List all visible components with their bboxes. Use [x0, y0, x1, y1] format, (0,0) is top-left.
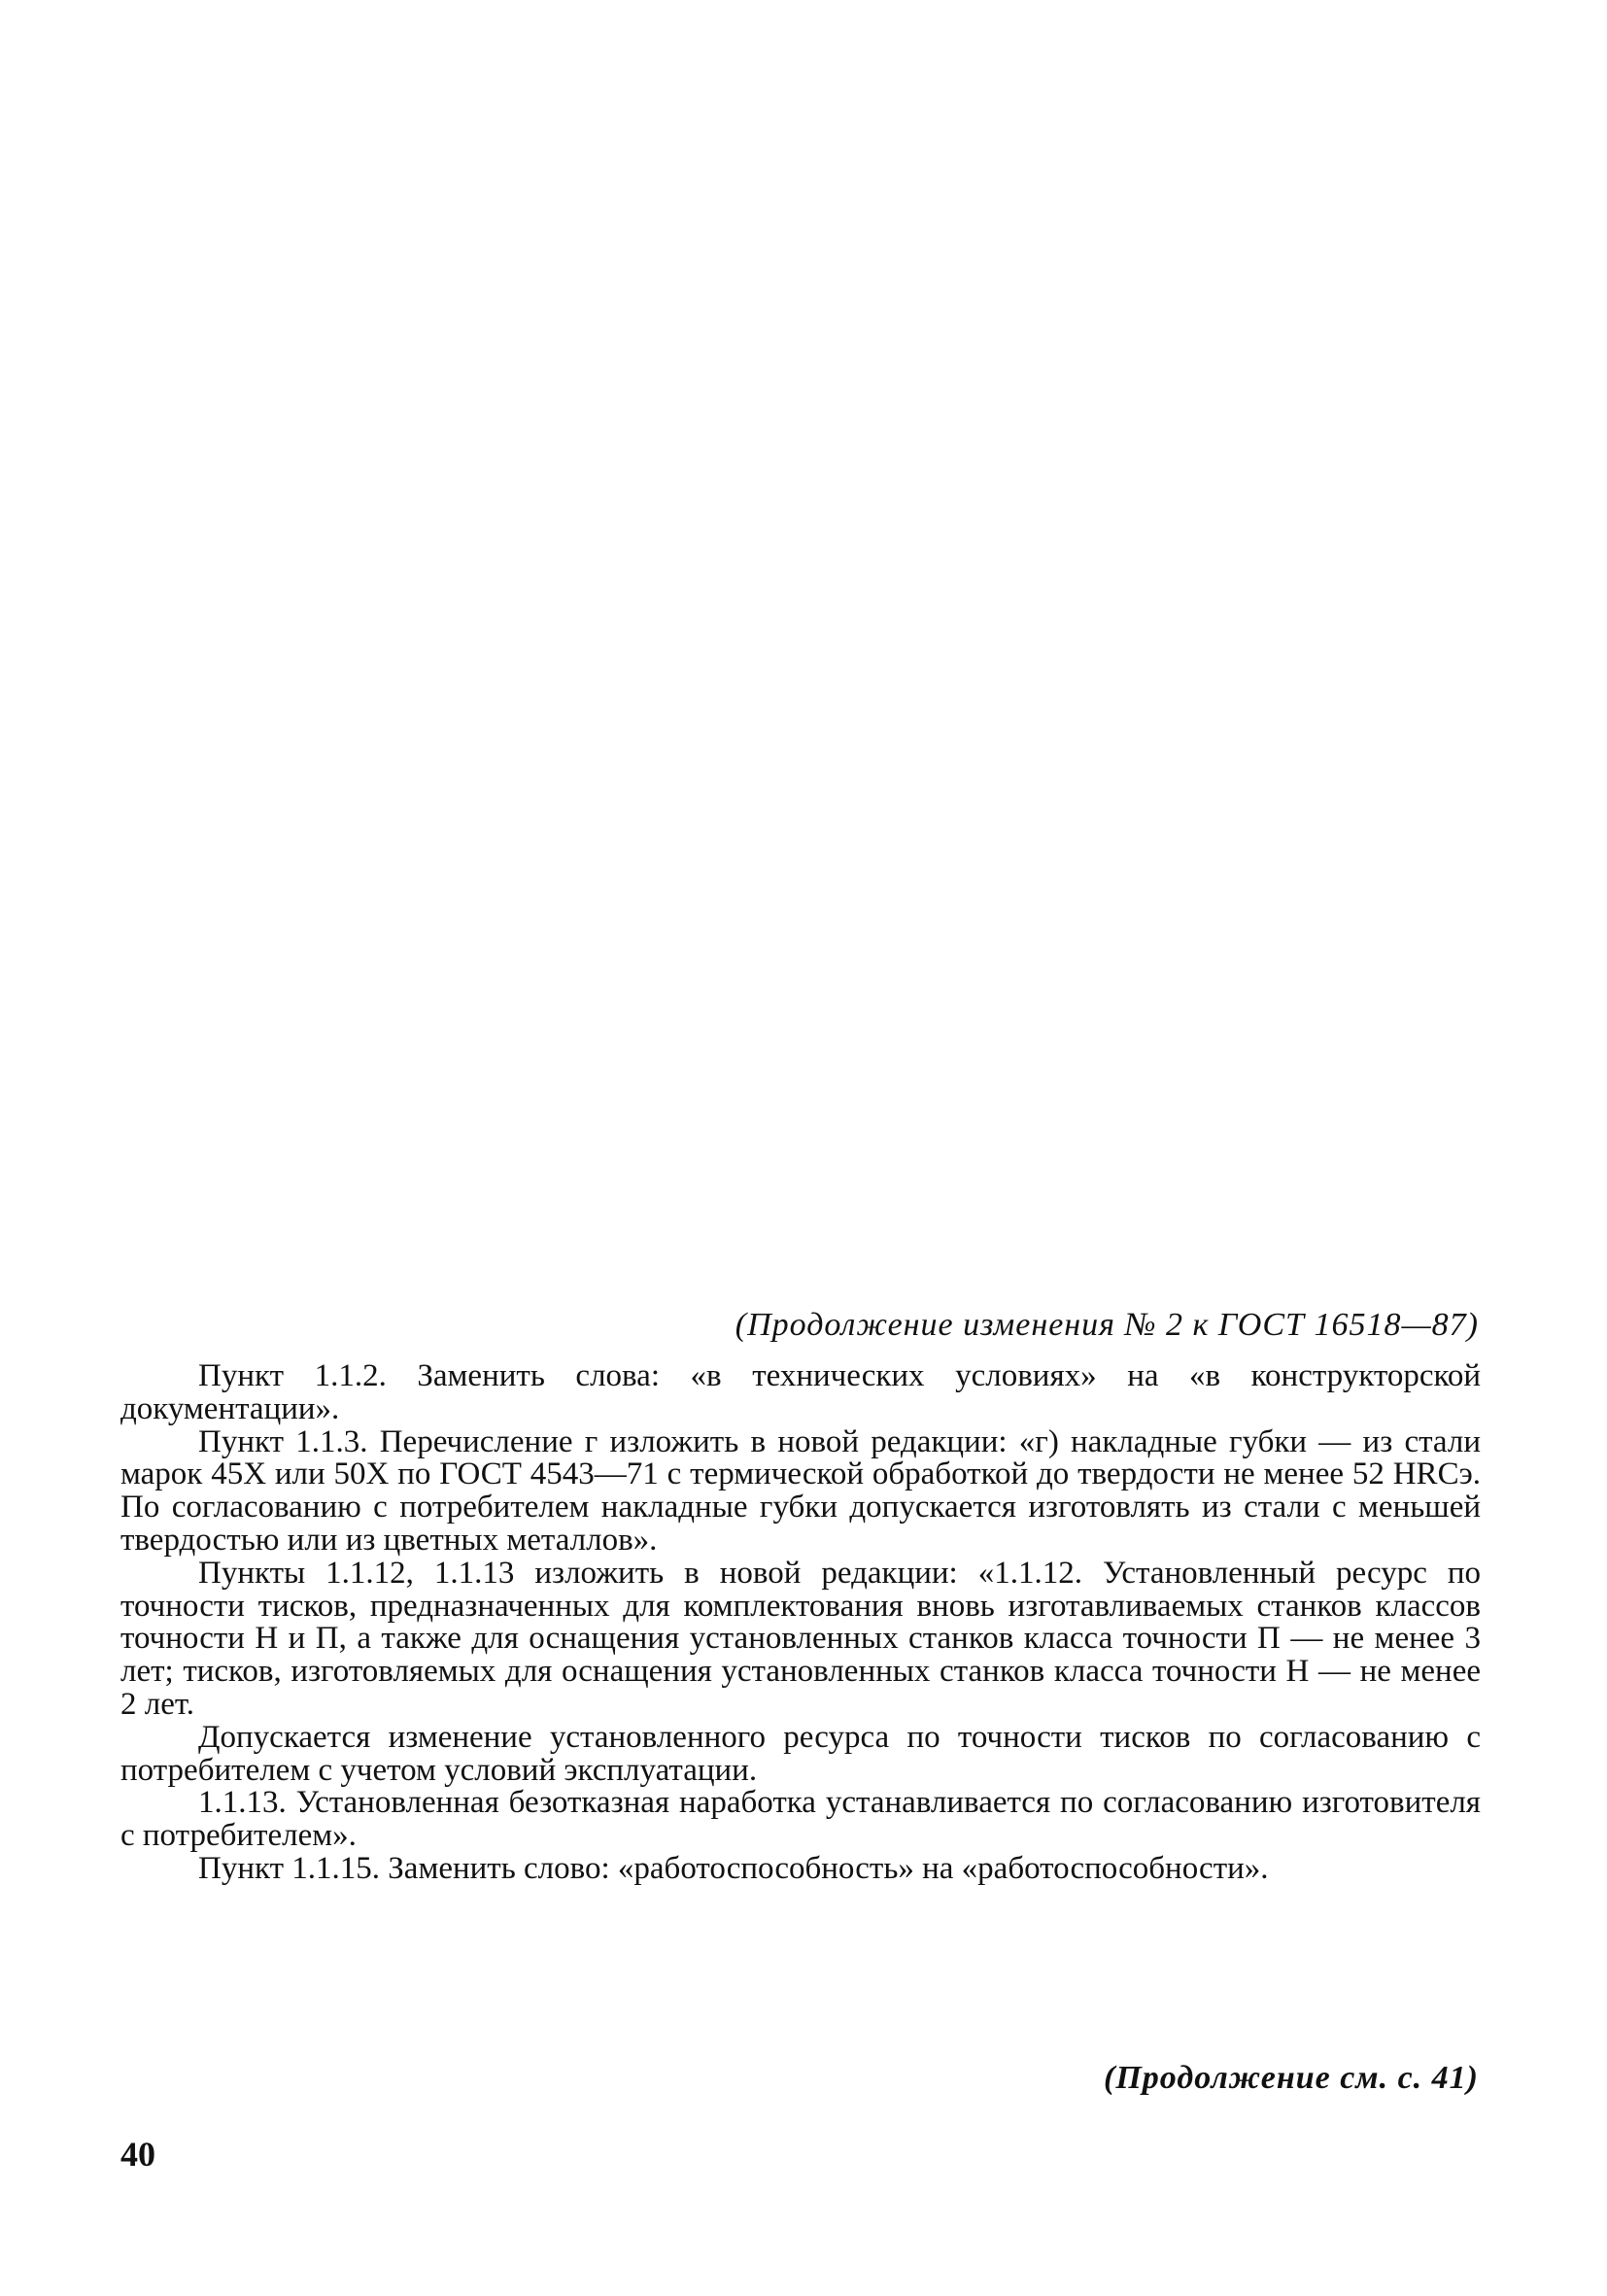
paragraph-1-1-13: 1.1.13. Установленная безотказная наработка устанавливается по согласованию изготовителя с потребителем». [120, 1785, 1481, 1854]
page-number: 40 [120, 2135, 155, 2174]
body-text [120, 1360, 1481, 1886]
continuation-header: (Продолжение изменения № 2 к ГОСТ 16518—87) [735, 1307, 1479, 1343]
paragraph-items-1-1-12-13: Пункты 1.1.12, 1.1.13 изложить в новой редакции: «1.1.12. Установленный ресурс по точности тисков, предназначенных для комплектования вновь изготавливаемых станков классов точности Н и П, а также для оснащения установленных станков класса точности П — не менее 3 лет; тисков, изготовляемых для оснащения установленных станков класса точности Н — не менее 2 лет. [120, 1555, 1481, 1722]
paragraph-item-1-1-2: Пункт 1.1.2. Заменить слова: «в технических условиях» на «в конструкторской документации». [120, 1358, 1481, 1426]
paragraph-item-1-1-15: Пункт 1.1.15. Заменить слово: «работоспособность» на «работоспособности». [198, 1850, 1269, 1886]
paragraph-resource-change: Допускается изменение установленного ресурса по точности тисков по согласованию с потребителем с учетом условий эксплуатации. [120, 1719, 1481, 1788]
paragraph-item-1-1-3: Пункт 1.1.3. Перечисление г изложить в новой редакции: «г) накладные губки — из стали марок 45Х или 50Х по ГОСТ 4543—71 с термической обработкой до твердости не менее 52 HRCэ. По согласованию с потребителем накладные губки допускается изготовлять из стали с меньшей твердостью или из цветных металлов». [120, 1423, 1481, 1558]
continuation-footer: (Продолжение см. с. 41) [1104, 2060, 1479, 2096]
